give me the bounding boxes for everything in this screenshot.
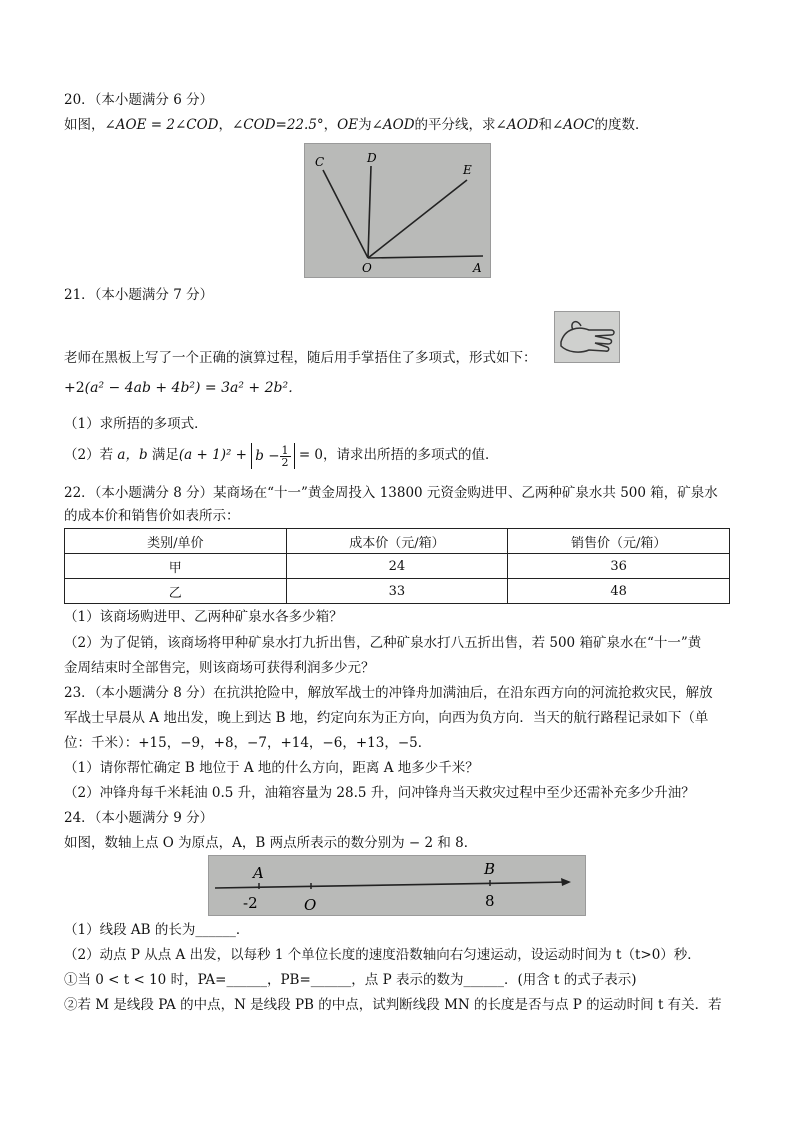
q20-text: 如图， <box>64 117 105 133</box>
q21-equation <box>64 378 302 398</box>
q20-angle-figure <box>304 143 491 278</box>
q20-statement <box>64 115 648 135</box>
axis-line <box>215 882 569 888</box>
hand-icon <box>555 312 619 362</box>
q20-text: 的度数． <box>594 117 649 133</box>
q21-plus: + <box>231 447 252 463</box>
q23-part2: （2）冲锋舟每千米耗油 0.5 升，油箱容量为 28.5 升，问冲锋舟当天救灾过程中至少还需补充多少升油？ <box>64 785 695 801</box>
q20-aoc: ∠AOC <box>552 117 595 133</box>
number-line-figure <box>208 855 586 916</box>
q22-part2b: 金周结束时全部售完，则该商场可获得利润多少元？ <box>64 660 375 676</box>
q23-line3: 位：千米）：+15，−9，+8，−7，+14，−6，+13，−5． <box>64 735 432 751</box>
q21-text: （2）若 <box>64 447 118 463</box>
table-cell: 48 <box>508 579 730 604</box>
q21-square: (a + 1)² <box>178 447 232 463</box>
table-row <box>65 579 730 604</box>
q20-oe: OE <box>337 117 359 133</box>
q22-line1: 22．（本小题满分 8 分）某商场在“十一”黄金周投入 13800 元资金购进甲、乙两种矿泉水共 500 箱，矿泉水 <box>64 485 718 501</box>
table-cell: 24 <box>286 554 508 579</box>
th-category: 类别/单价 <box>65 529 287 554</box>
table-cell: 甲 <box>65 554 287 579</box>
ray-od <box>368 166 371 258</box>
q24-part2-1: ①当 0 < t < 10 时，PA=______，PB=______，点 P 表示的数为______．(用含 t 的式子表示) <box>64 972 637 988</box>
value-a: -2 <box>243 894 258 912</box>
q21-eq-end: = 0，请求出所捂的多项式的值． <box>294 447 499 463</box>
q20-header: 20．（本小题满分 6 分） <box>64 92 214 108</box>
q21-abs-b: b − <box>255 447 280 464</box>
table-header-row <box>65 529 730 554</box>
frac-den: 2 <box>281 455 289 469</box>
q20-text: 和 <box>538 117 552 133</box>
q24-part1: （1）线段 AB 的长为______． <box>64 922 250 938</box>
price-table <box>64 528 730 604</box>
label-d: D <box>367 151 377 165</box>
q20-expr-cod: ∠COD=22.5° <box>232 117 324 133</box>
eq-paren: (a² − 4ab + 4b²) <box>84 380 201 396</box>
label-b: B <box>484 860 496 878</box>
q21-vars: a，b <box>117 447 148 463</box>
q20-text: ， <box>323 117 338 133</box>
th-cost: 成本价（元/箱） <box>286 529 508 554</box>
q23-line1: 23．（本小题满分 8 分）在抗洪抢险中，解放军战士的冲锋舟加满油后，在沿东西方向的河流抢救灾民，解放 <box>64 685 713 701</box>
q24-part2-2: ②若 M 是线段 PA 的中点，N 是线段 PB 的中点，试判断线段 MN 的长度是否与点 P 的运动时间 t 有关．若 <box>64 997 722 1013</box>
ray-oa <box>368 256 483 258</box>
q22-part2a: （2）为了促销，该商场将甲种矿泉水打九折出售，乙种矿泉水打八五折出售，若 500 箱矿泉水在“十一”黄 <box>64 635 702 651</box>
table-cell: 36 <box>508 554 730 579</box>
frac-num: 1 <box>281 443 289 457</box>
label-e: E <box>463 163 472 177</box>
q22-line2: 的成本价和销售价如表所示： <box>64 508 240 524</box>
q24-line1: 如图，数轴上点 O 为原点，A，B 两点所表示的数分别为 − 2 和 8． <box>64 835 478 851</box>
axis-arrow-icon <box>561 878 571 886</box>
ray-oe <box>368 180 467 258</box>
q21-text: 满足 <box>147 447 179 463</box>
q21-header: 21．（本小题满分 7 分） <box>64 287 214 303</box>
q20-angle-svg <box>305 144 490 277</box>
table-cell: 33 <box>286 579 508 604</box>
label-a: A <box>253 864 264 882</box>
q20-text: ， <box>218 117 232 133</box>
q22-part1: （1）该商场购进甲、乙两种矿泉水各多少箱？ <box>64 609 343 625</box>
hand-palm-image <box>554 311 620 363</box>
q24-part2: （2）动点 P 从点 A 出发，以每秒 1 个单位长度的速度沿数轴向右匀速运动，设运动时间为 t（t>0）秒． <box>64 947 701 963</box>
q21-abs <box>251 443 294 469</box>
q20-text: 为 <box>358 117 372 133</box>
q21-part2 <box>64 440 499 470</box>
eq-right: = 3a² + 2b²． <box>200 380 303 396</box>
q20-expr-aoe: ∠AOE = 2∠COD <box>104 117 219 133</box>
label-o: O <box>362 261 372 275</box>
q23-part1: （1）请你帮忙确定 B 地位于 A 地的什么方向，距离 A 地多少千米？ <box>64 760 479 776</box>
q21-fraction <box>280 445 291 468</box>
th-sale: 销售价（元/箱） <box>508 529 730 554</box>
table-cell: 乙 <box>65 579 287 604</box>
ray-oc <box>323 170 368 258</box>
eq-left: +2 <box>64 380 85 396</box>
table-row <box>65 554 730 579</box>
q21-intro: 老师在黑板上写了一个正确的演算过程，随后用手掌捂住了多项式，形式如下： <box>64 350 537 366</box>
label-a: A <box>473 261 482 275</box>
q20-aod2: ∠AOD <box>495 117 539 133</box>
q20-aod: ∠AOD <box>371 117 415 133</box>
q21-part1: （1）求所捂的多项式． <box>64 416 208 432</box>
number-line-svg <box>209 856 585 915</box>
q20-text: 的平分线，求 <box>414 117 496 133</box>
value-b: 8 <box>485 892 495 910</box>
q23-line2: 军战士早晨从 A 地出发，晚上到达 B 地，约定向东为正方向，向西为负方向．当天的航行路程记录如下（单 <box>64 710 709 726</box>
q24-header: 24．（本小题满分 9 分） <box>64 810 214 826</box>
label-o: O <box>304 896 317 914</box>
label-c: C <box>315 155 325 169</box>
